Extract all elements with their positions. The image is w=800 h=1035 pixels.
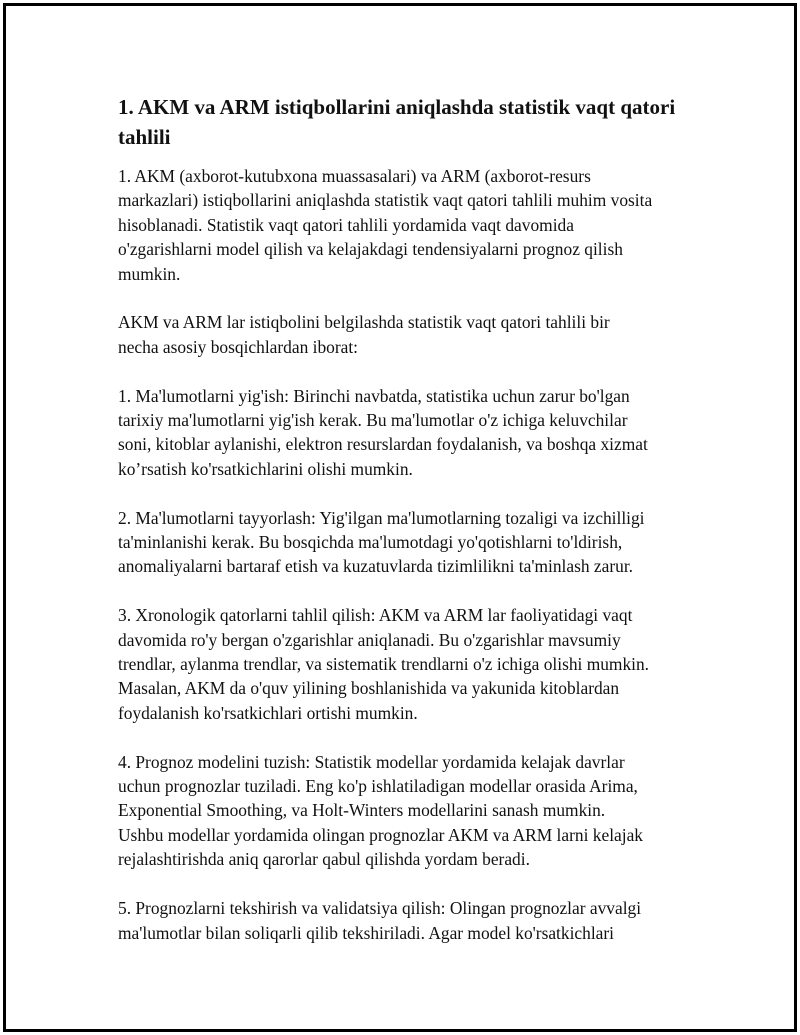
text-line: foydalanish ko'rsatkichlari ortishi mumkin. [118,702,418,723]
text-line: 5. Prognozlarni tekshirish va validatsiya qilish: Olingan prognozlar avvalgi [118,898,642,919]
document-heading [118,92,688,152]
text-line: soni, kitoblar aylanishi, elektron resurslardan foydalanish, va boshqa xizmat [118,434,648,455]
text-line: Ushbu modellar yordamida olingan prognozlar AKM va ARM larni kelajak [118,824,643,845]
paragraph-step-5 [118,896,688,945]
text-line: ko’rsatish ko'rsatkichlarini olishi mumkin. [118,458,413,479]
text-line: AKM va ARM lar istiqbolini belgilashda statistik vaqt qatori tahlili bir [118,312,610,333]
text-line: 4. Prognoz modelini tuzish: Statistik modellar yordamida kelajak davrlar [118,751,625,772]
text-line: ma'lumotlar bilan soliqarli qilib tekshiriladi. Agar model ko'rsatkichlari [118,922,614,943]
text-line: markazlari) istiqbollarini aniqlashda statistik vaqt qatori tahlili muhim vosita [118,190,653,211]
paragraph-step-2 [118,506,688,579]
heading-line: 1. AKM va ARM istiqbollarini aniqlashda statistik vaqt qatori [118,95,676,119]
text-line: anomaliyalarni bartaraf etish va kuzatuvlarda tizimlilikni ta'minlash zarur. [118,556,634,577]
text-line: 2. Ma'lumotlarni tayyorlash: Yig'ilgan ma'lumotlarning tozaligi va izchilligi [118,507,645,528]
text-line: 3. Xronologik qatorlarni tahlil qilish: AKM va ARM lar faoliyatidagi vaqt [118,605,633,626]
paragraph-step-4 [118,750,688,872]
text-line: Exponential Smoothing, va Holt-Winters modellarini sanash mumkin. [118,800,606,821]
paragraph-stages-intro [118,310,688,359]
text-line: mumkin. [118,263,181,284]
text-line: rejalashtirishda aniq qarorlar qabul qilishda yordam beradi. [118,849,530,870]
text-line: trendlar, aylanma trendlar, va sistematik trendlarni o'z ichiga olishi mumkin. [118,654,650,675]
paragraph-step-1 [118,384,688,482]
text-line: uchun prognozlar tuziladi. Eng ko'p ishlatiladigan modellar orasida Arima, [118,776,638,797]
text-line: 1. Ma'lumotlarni yig'ish: Birinchi navbatda, statistika uchun zarur bo'lgan [118,385,630,406]
text-line: davomida ro'y bergan o'zgarishlar aniqlanadi. Bu o'zgarishlar mavsumiy [118,629,621,650]
text-line: 1. AKM (axborot-kutubxona muassasalari) va ARM (axborot-resurs [118,166,591,186]
heading-line: tahlili [118,125,171,149]
text-line: hisoblanadi. Statistik vaqt qatori tahlili yordamida vaqt davomida [118,214,574,235]
text-line: necha asosiy bosqichlardan iborat: [118,336,359,357]
text-line: Masalan, AKM da o'quv yilining boshlanishida va yakunida kitoblardan [118,678,620,699]
text-line: ta'minlanishi kerak. Bu bosqichda ma'lumotdagi yo'qotishlarni to'ldirish, [118,532,623,553]
text-line: o'zgarishlarni model qilish va kelajakdagi tendensiyalarni prognoz qilish [118,239,623,260]
document-body [118,92,688,969]
text-line: tarixiy ma'lumotlarni yig'ish kerak. Bu ma'lumotlar o'z ichiga keluvchilar [118,410,628,431]
paragraph-intro [118,164,688,286]
paragraph-step-3 [118,603,688,725]
